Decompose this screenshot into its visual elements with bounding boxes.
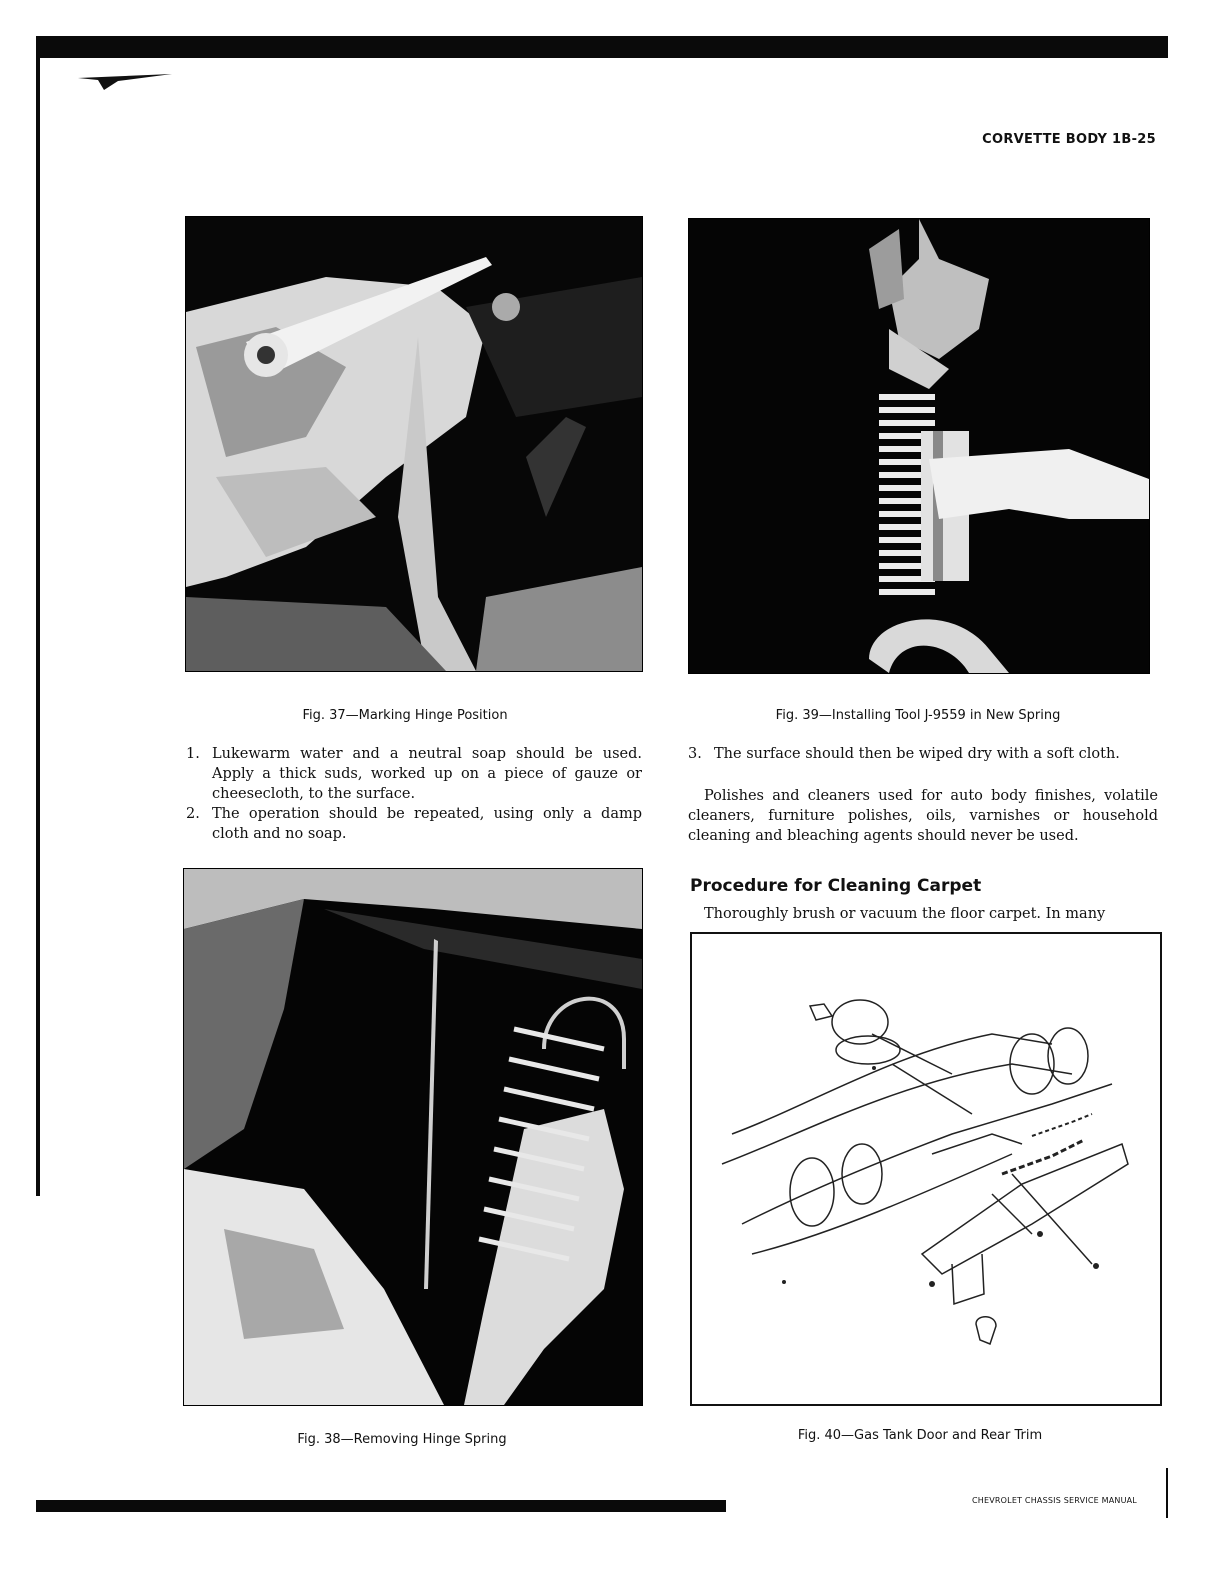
figure-39-photo (688, 218, 1150, 674)
figure-37-photo (185, 216, 643, 672)
cleaning-steps-list-1 (186, 744, 642, 844)
corner-mark-icon (78, 72, 174, 98)
step-number: 3. (688, 746, 702, 762)
left-border-rule (36, 36, 40, 1196)
page-header-reference: CORVETTE BODY 1B-25 (982, 132, 1156, 147)
step-text: The operation should be repeated, using only a damp cloth and no soap. (212, 806, 642, 842)
cleaning-steps-list-2 (688, 744, 1158, 764)
step-text: Lukewarm water and a neutral soap should be used. Apply a thick suds, worked up on a piece of gauze or cheesecloth, to the surface. (212, 746, 642, 802)
figure-37-caption: Fig. 37—Marking Hinge Position (302, 708, 508, 723)
carpet-paragraph: Thoroughly brush or vacuum the floor carpet. In many (704, 906, 1106, 922)
top-border-bar (36, 36, 1168, 58)
figure-40-drawing (690, 932, 1162, 1406)
list-item (688, 744, 1158, 764)
list-item (186, 804, 642, 844)
figure-39-caption: Fig. 39—Installing Tool J-9559 in New Spring (775, 708, 1061, 723)
page-footer: CHEVROLET CHASSIS SERVICE MANUAL (972, 1496, 1137, 1505)
figure-40-caption: Fig. 40—Gas Tank Door and Rear Trim (797, 1428, 1043, 1443)
carpet-section-heading: Procedure for Cleaning Carpet (690, 876, 982, 896)
step-number: 2. (186, 806, 200, 822)
figure-38-photo (183, 868, 643, 1406)
bottom-border-rule (36, 1500, 726, 1512)
figure-38-caption: Fig. 38—Removing Hinge Spring (297, 1432, 507, 1447)
polishes-warning-paragraph: Polishes and cleaners used for auto body finishes, volatile cleaners, furniture polishes, oils, varnishes or household cleaning and bleaching agents should never be used. (688, 788, 1158, 844)
step-text: The surface should then be wiped dry with a soft cloth. (714, 746, 1120, 762)
list-item (186, 744, 642, 804)
step-number: 1. (186, 746, 200, 762)
footer-divider (1166, 1468, 1168, 1518)
